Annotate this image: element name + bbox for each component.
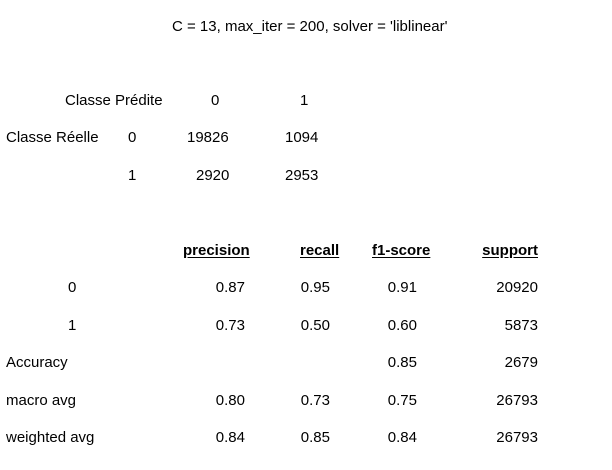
report-support: 20920 (496, 279, 538, 296)
report-precision: 0.84 (215, 429, 245, 446)
report-header-f1-score: f1-score (372, 242, 431, 259)
report-header-precision: precision (183, 242, 250, 259)
page-title: C = 13, max_iter = 200, solver = 'liblinear' (172, 18, 448, 35)
report-row-label: 1 (68, 317, 77, 334)
predicted-class-label: Classe Prédite (65, 92, 163, 109)
cm-cell-1-0: 2920 (196, 167, 230, 184)
report-row-label: 0 (68, 279, 77, 296)
report-recall: 0.73 (300, 392, 330, 409)
report-row-label: weighted avg (6, 429, 95, 446)
report-f1: 0.84 (387, 429, 417, 446)
cm-cell-1-1: 2953 (285, 167, 319, 184)
report-recall: 0.50 (300, 317, 330, 334)
report-precision: 0.87 (215, 279, 245, 296)
report-header-support: support (482, 242, 538, 259)
cm-cell-0-1: 1094 (285, 129, 319, 146)
actual-class-label: Classe Réelle (6, 129, 99, 146)
report-support: 26793 (496, 392, 538, 409)
report-header-recall: recall (300, 242, 340, 259)
report-row-label: macro avg (6, 392, 77, 409)
report-support: 2679 (504, 354, 538, 371)
cm-column-header-1: 1 (300, 92, 309, 109)
cm-row-label-1: 1 (128, 167, 137, 184)
report-precision: 0.80 (215, 392, 245, 409)
report-support: 5873 (504, 317, 538, 334)
report-recall: 0.85 (300, 429, 330, 446)
report-f1: 0.91 (387, 279, 417, 296)
cm-column-header-0: 0 (211, 92, 220, 109)
report-f1: 0.75 (387, 392, 417, 409)
report-recall: 0.95 (300, 279, 330, 296)
cm-cell-0-0: 19826 (187, 129, 229, 146)
report-support: 26793 (496, 429, 538, 446)
cm-row-label-0: 0 (128, 129, 137, 146)
report-precision: 0.73 (215, 317, 245, 334)
report-row-label: Accuracy (6, 354, 68, 371)
report-f1: 0.60 (387, 317, 417, 334)
report-f1: 0.85 (387, 354, 417, 371)
